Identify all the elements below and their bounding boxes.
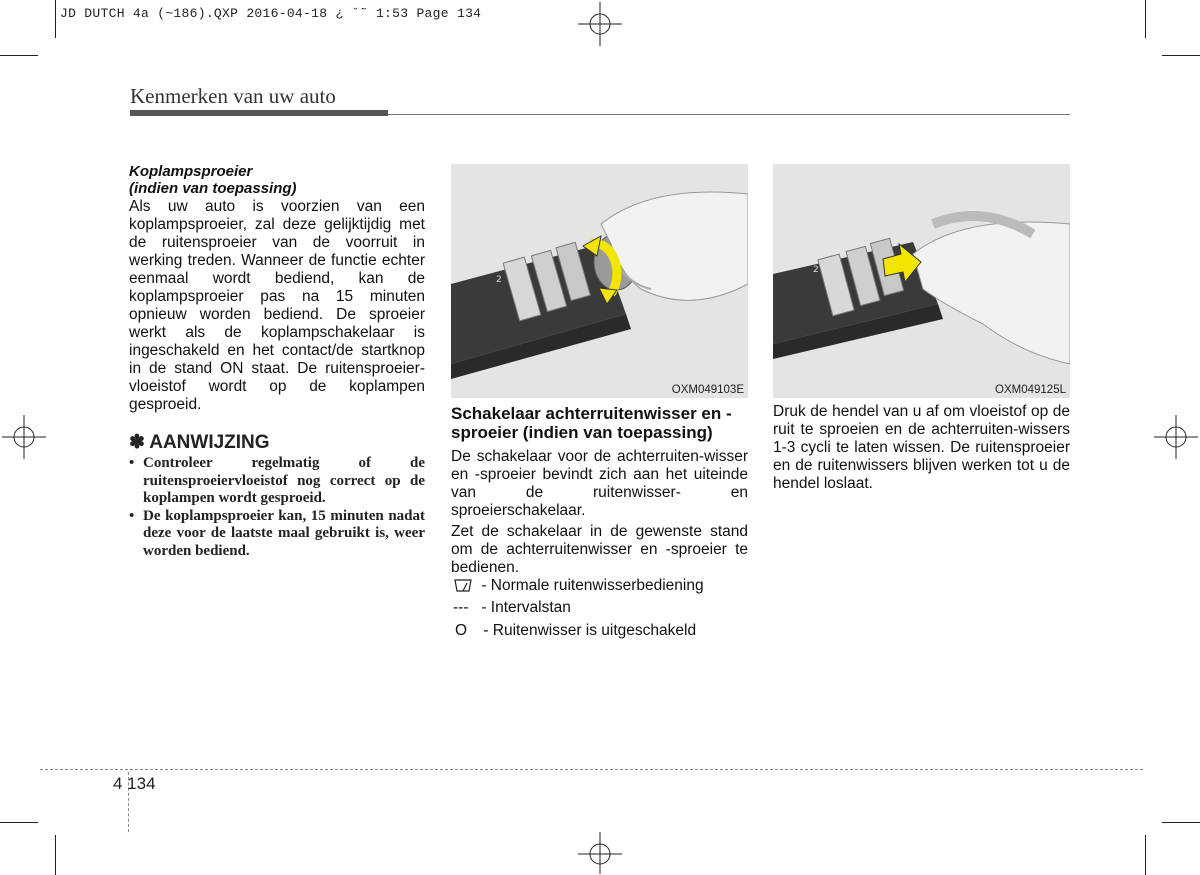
figure-rear-wiper-rotate (451, 164, 748, 398)
header-bar (130, 110, 388, 116)
crop-mark (1145, 0, 1146, 38)
svg-text:2: 2 (496, 275, 502, 285)
note-symbol: ✽ (129, 432, 145, 453)
crop-mark (1162, 55, 1200, 56)
legend-symbol: O (455, 622, 468, 639)
figure-code: OXM049103E (671, 384, 744, 396)
crop-mark (0, 55, 38, 56)
rear-wiper-paragraph-2: Zet de schakelaar in de gewenste stand om de achterruitenwisser en -sproeier te bedienen. (451, 523, 748, 576)
registration-mark-icon (2, 415, 46, 459)
bullet-text: Controleer regelmatig of de ruitensproeiervloeistof nog correct op de koplampen wordt gesproeid. (143, 455, 425, 506)
wiper-icon (453, 577, 473, 595)
crop-mark (1162, 822, 1200, 823)
rear-wiper-paragraph-1: De schakelaar voor de achterruiten-wisser en -sproeier bevindt zich aan het uiteinde van de ruitenwisser- en sproeierschakelaar. (451, 448, 748, 519)
headlamp-washer-paragraph: Als uw auto is voorzien van een koplampsproeier, zal deze gelijktijdig met de ruitensproeier van de voorruit in werking treden. Wanneer de functie echter eenmaal wordt bediend, kan de koplampsproeier pas na 15 minuten opnieuw worden bediend. De sproeier werkt als de koplampschakelaar is ingeschakeld en het contact/de startknop in de stand ON staat. De ruitensproeier-vloeistof wordt op de koplampen gesproeid. (129, 198, 425, 413)
note-title: AANWIJZING (149, 432, 270, 453)
header-rule (388, 114, 1070, 115)
note-heading (129, 434, 425, 453)
page-number: 4 134 (113, 774, 156, 793)
crop-mark (0, 822, 38, 823)
right-column (773, 403, 1070, 493)
print-slug: JD DUTCH 4a (~186).QXP 2016-04-18 ¿ ˘˜ 1:53 Page 134 (60, 6, 482, 21)
registration-mark-icon (1154, 415, 1198, 459)
list-item: • Controleer regelmatig of de ruitensproeiervloeistof nog correct op de koplampen wordt gesproeid. (129, 455, 425, 506)
crop-mark (55, 835, 56, 875)
rear-washer-paragraph: Druk de hendel van u af om vloeistof op de ruit te sproeien en de achterruiten-wissers 1-3 cycli te laten wissen. De ruitensproeier en de ruitenwissers blijven werken tot u de hendel loslaat. (773, 403, 1070, 492)
svg-text:2: 2 (813, 265, 819, 275)
rear-wiper-heading: Schakelaar achterruitenwisser en -sproeier (indien van toepassing) (451, 404, 732, 442)
bullet-text: De koplampsproeier kan, 15 minuten nadat deze voor de laatste maal gebruikt is, weer worden bediend. (143, 507, 425, 559)
crop-mark (55, 0, 56, 38)
figure-rear-washer-push (773, 164, 1070, 398)
list-item: • De koplampsproeier kan, 15 minuten nadat deze voor de laatste maal gebruikt is, weer worden bediend. (129, 507, 425, 559)
middle-column (451, 404, 748, 577)
section-title: Kenmerken van uw auto (130, 84, 336, 108)
wiper-stalk-push-illustration (773, 164, 1070, 398)
legend-row-off (453, 622, 696, 640)
legend-row-normal (453, 577, 704, 595)
wiper-stalk-rotate-illustration (451, 164, 748, 398)
legend-symbol: --- (453, 599, 469, 616)
crop-mark (1145, 835, 1146, 875)
legend-text: - Ruitenwisser is uitgeschakeld (483, 622, 697, 639)
note-bullets (129, 455, 425, 560)
legend-text: - Intervalstan (481, 599, 571, 616)
subheading-headlamp-washer-note: (indien van toepassing) (129, 180, 297, 197)
left-column (129, 163, 425, 560)
subheading-headlamp-washer: Koplampsproeier (129, 163, 253, 180)
registration-mark-icon (578, 832, 622, 874)
legend-row-interval (453, 599, 571, 617)
figure-code: OXM049125L (995, 384, 1066, 396)
registration-mark-icon (578, 2, 622, 46)
legend-text: - Normale ruitenwisserbediening (481, 577, 704, 595)
footer-rule (40, 769, 1143, 770)
